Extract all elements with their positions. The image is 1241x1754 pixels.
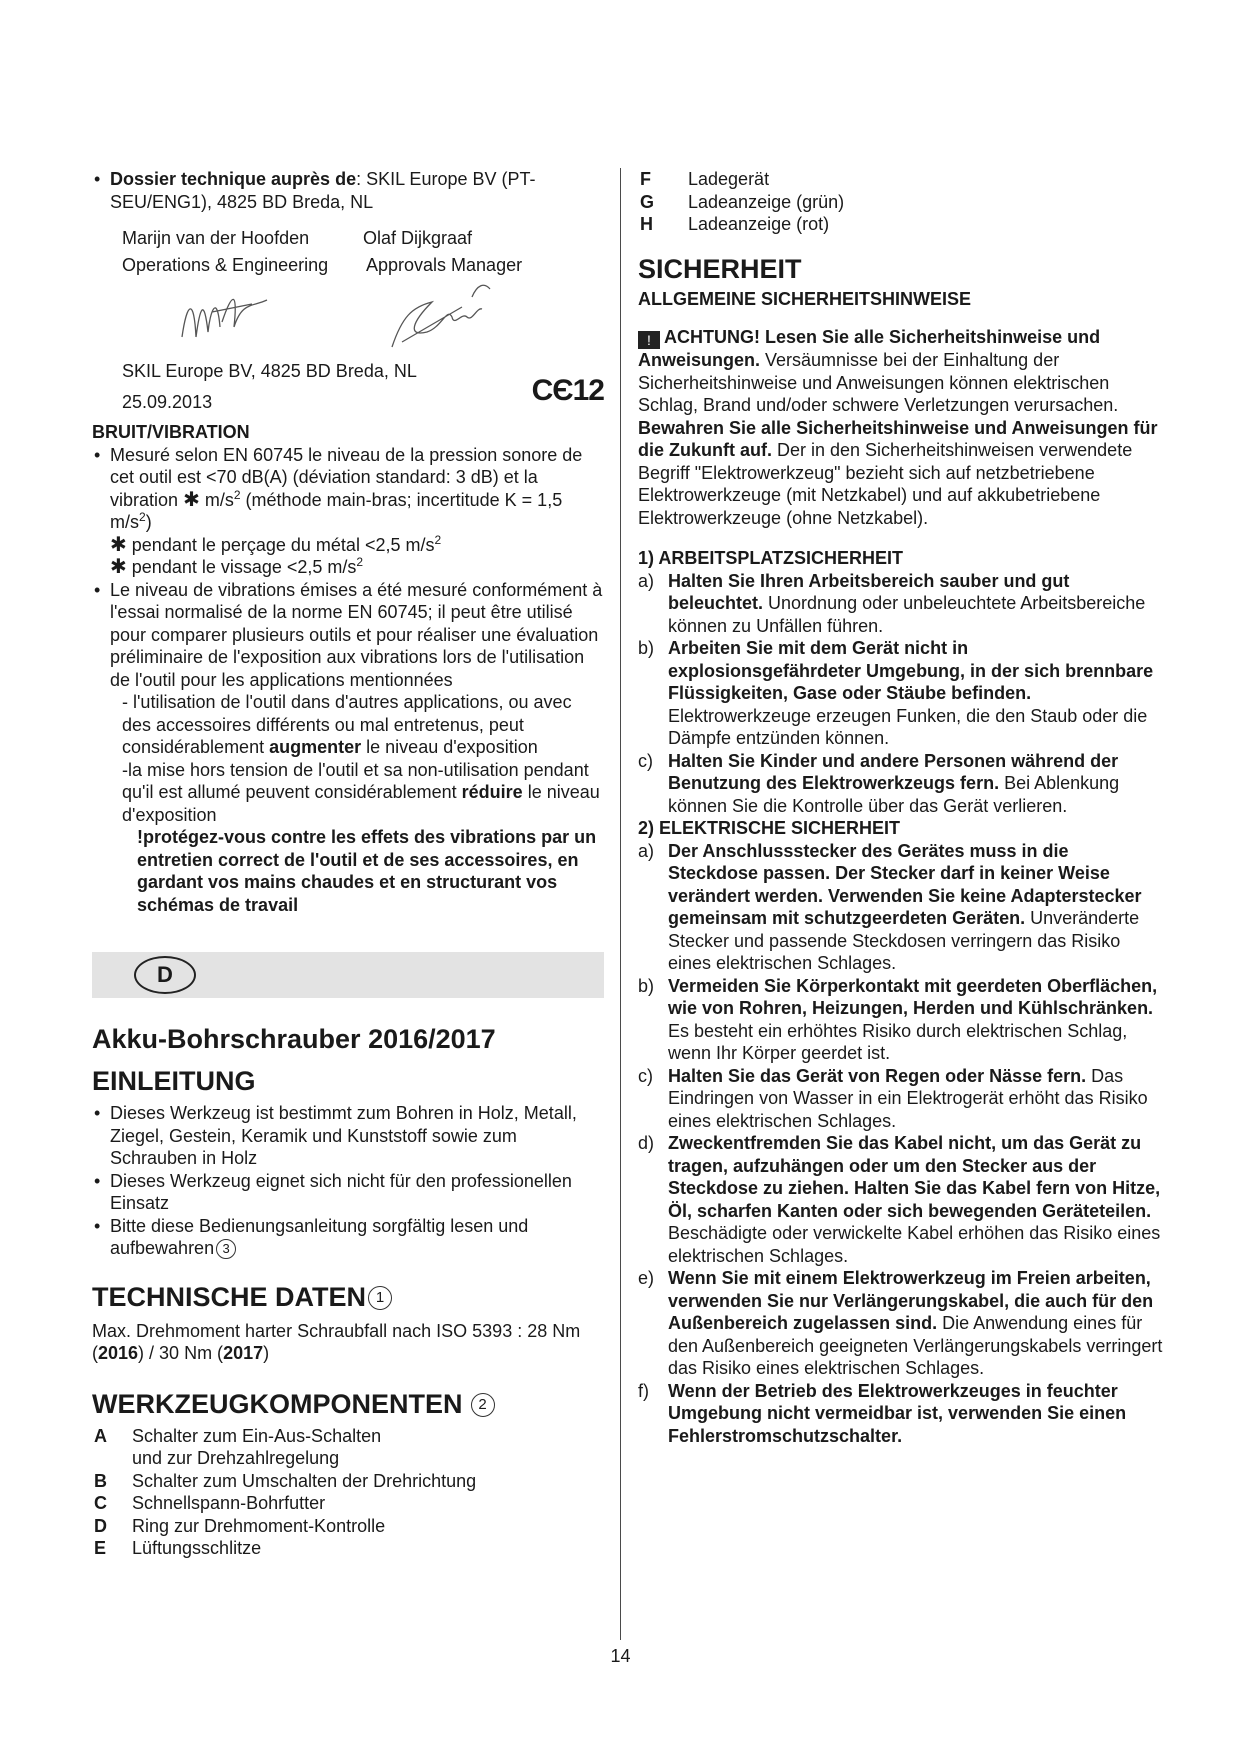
signatory-2-role: Approvals Manager xyxy=(366,254,523,275)
product-title: Akku-Bohrschrauber 2016/2017 xyxy=(92,1024,496,1054)
arbeitsplatz-heading: 1) ARBEITSPLATZSICHERHEIT xyxy=(638,548,904,568)
item-letter: a) xyxy=(638,840,655,861)
signature-2-image xyxy=(372,277,512,357)
component-row xyxy=(638,191,1163,214)
arbeitsplatz-item-b xyxy=(638,637,1163,750)
component-label: Ladeanzeige (rot) xyxy=(688,214,830,234)
signature-1-image xyxy=(172,282,282,352)
dash-1-bold: augmenter xyxy=(269,737,362,757)
elektrische-item-d xyxy=(638,1132,1163,1267)
tech-text-a: Max. Drehmoment harter Schraubfall nach ISO 5393 : 28 Nm ( xyxy=(92,1320,581,1363)
dash-2-tail: le niveau d'exposition xyxy=(122,782,600,825)
elektrische-item-e xyxy=(638,1267,1163,1380)
bruit-bullet-1-text: Mesuré selon EN 60745 le niveau de la pression sonore de cet outil est <70 dB(A) (déviation standard: 3 dB) et la vibration xyxy=(110,444,583,510)
component-key xyxy=(92,1447,132,1470)
component-key: H xyxy=(640,214,653,234)
tech-text xyxy=(92,1320,604,1365)
component-label: Schalter zum Ein-Aus-Schalten xyxy=(132,1425,382,1446)
bruit-bullet-1-close: ) xyxy=(145,512,152,532)
figure-ref-1: 1 xyxy=(368,1286,392,1310)
bruit-sub-1-text: pendant le perçage du métal <2,5 m/s xyxy=(131,534,435,555)
component-row xyxy=(638,213,1163,236)
component-key: E xyxy=(94,1538,107,1558)
item-letter: c) xyxy=(638,750,653,771)
component-label: Ring zur Drehmoment-Kontrolle xyxy=(132,1515,386,1536)
bruit-sub-1 xyxy=(92,534,604,557)
tech-model-1: 2016 xyxy=(98,1343,139,1363)
component-label: Schnellspann-Bohrfutter xyxy=(132,1493,326,1513)
item-text: Die Anwendung eines für den Außenbereich geeigneten Verlängerungskabels verringert das Risiko eines elektrischen Schlages. xyxy=(668,1313,1163,1378)
component-key: D xyxy=(94,1515,107,1536)
bruit-bullet-2: • Le niveau de vibrations émises a été mesuré conformément à l'essai normalisé de la norme EN 60745; il peut être utilisé pour comparer plusieurs outils et pour réaliser une évaluation préliminaire de l'exposition aux vibrations lors de l'utilisation de l'outil pour les applications mentionnées xyxy=(92,579,604,692)
item-bold: Zweckentfremden Sie das Kabel nicht, um das Gerät zu tragen, aufzuhängen oder um den Stecker aus der Steckdose zu ziehen. Halten Sie das Kabel fern von Hitze, Öl, scharfen Kanten oder sich bewegenden Geräteteilen. xyxy=(668,1133,1161,1221)
component-row xyxy=(92,1515,604,1538)
warning-bold-2: Bewahren Sie alle Sicherheitshinweise und Anweisungen für die Zukunft auf. xyxy=(638,417,1158,460)
signatory-1-name: Marijn van der Hoofden xyxy=(122,228,310,248)
asterisk-icon: ✱ xyxy=(110,533,127,556)
warning-text-2: Der in den Sicherheitshinweisen verwendete Begriff "Elektrowerkzeug" bezieht sich auf netzbetriebene Elektrowerkzeuge (mit Netzkabel) und auf akkubetriebene Elektrowerkzeuge (ohne Netzkabel). xyxy=(638,440,1133,528)
elektrische-heading: 2) ELEKTRISCHE SICHERHEIT xyxy=(638,818,901,838)
einleitung-bullet-3-text: Bitte diese Bedienungsanleitung sorgfältig lesen und aufbewahren xyxy=(110,1215,529,1258)
item-letter: f) xyxy=(638,1380,649,1401)
warning-paragraph xyxy=(638,326,1163,529)
signatory-1-role: Operations & Engineering xyxy=(122,254,329,275)
elektrische-item-b xyxy=(638,975,1163,1065)
item-bold: Vermeiden Sie Körperkontakt mit geerdeten Oberflächen, wie von Rohren, Heizungen, Herden und Kühlschränken. xyxy=(668,975,1158,1018)
language-bar xyxy=(92,952,604,998)
item-text: Das Eindringen von Wasser in ein Elektrogerät erhöht das Risiko eines elektrischen Schlages. xyxy=(668,1065,1148,1131)
tech-text-b: ) / 30 Nm ( xyxy=(138,1343,224,1363)
warning-icon: ! xyxy=(638,331,660,349)
dossier-text: : SKIL Europe BV (PT-SEU/ENG1), 4825 BD Breda, NL xyxy=(110,169,536,212)
asterisk-icon: ✱ xyxy=(183,488,200,511)
item-letter: b) xyxy=(638,638,655,658)
component-key: C xyxy=(94,1493,107,1513)
protect-note: !protégez-vous contre les effets des vibrations par un entretien correct de l'outil et de ses accessoires, en gardant vos mains chaudes et en structurant vos schémas de travail xyxy=(137,827,597,915)
dash-2-text: -la mise hors tension de l'outil et sa non-utilisation pendant qu'il est allumé peuvent considérablement xyxy=(122,759,589,802)
components-list-continued xyxy=(638,168,1163,236)
signatory-2-name: Olaf Dijkgraaf xyxy=(363,228,473,248)
dash-1-text: - l'utilisation de l'outil dans d'autres applications, ou avec des accessoires différents ou mal entretenus, peut considérablement xyxy=(122,692,572,757)
arbeitsplatz-item-a xyxy=(638,570,1163,638)
tech-heading-text: TECHNISCHE DATEN xyxy=(92,1281,367,1312)
item-bold: Halten Sie das Gerät von Regen oder Nässe fern. xyxy=(668,1065,1087,1086)
item-bold: Halten Sie Kinder und andere Personen während der Benutzung des Elektrowerkzeugs fern. xyxy=(668,750,1119,793)
dash-1-tail: le niveau d'exposition xyxy=(366,737,538,757)
component-key: F xyxy=(640,169,651,189)
elektrische-item-c xyxy=(638,1065,1163,1133)
item-bold: Wenn der Betrieb des Elektrowerkzeuges in feuchter Umgebung nicht vermeidbar ist, verwenden Sie einen Fehlerstromschutzschalter. xyxy=(668,1380,1127,1446)
component-row xyxy=(92,1447,604,1470)
component-key: B xyxy=(94,1470,107,1491)
figure-ref-2: 2 xyxy=(471,1393,495,1417)
ce-mark: CЄ12 xyxy=(531,374,604,407)
bruit-sub-2-text: pendant le vissage <2,5 m/s xyxy=(131,557,357,577)
dossier-bullet xyxy=(92,168,604,213)
dossier-label: Dossier technique auprès de xyxy=(110,169,357,189)
component-label: und zur Drehzahlregelung xyxy=(132,1448,340,1468)
dash-2-bold: réduire xyxy=(461,782,523,802)
components-list xyxy=(92,1425,604,1560)
bruit-vibration-heading: BRUIT/VIBRATION xyxy=(92,422,250,442)
item-text: Es besteht ein erhöhtes Risiko durch elektrischen Schlag, wenn Ihr Körper geerdet ist. xyxy=(668,1020,1128,1063)
component-key: A xyxy=(94,1425,107,1446)
page-number: 14 xyxy=(610,1646,631,1666)
superscript: 2 xyxy=(139,510,146,524)
right-column xyxy=(638,168,1163,1447)
company-block xyxy=(92,360,604,413)
item-text: Unordnung oder unbeleuchtete Arbeitsbereiche können zu Unfällen führen. xyxy=(668,593,1146,636)
component-row xyxy=(638,168,1163,191)
item-bold: Halten Sie Ihren Arbeitsbereich sauber und gut beleuchtet. xyxy=(668,570,1070,613)
item-letter: c) xyxy=(638,1065,653,1086)
component-row xyxy=(92,1537,604,1560)
item-letter: b) xyxy=(638,975,655,996)
warning-bold-1: ACHTUNG! Lesen Sie alle Sicherheitshinweise und Anweisungen. xyxy=(638,327,1101,370)
tech-text-c: ) xyxy=(263,1343,270,1363)
sicherheit-heading: SICHERHEIT xyxy=(638,253,802,284)
figure-ref-3: 3 xyxy=(216,1239,236,1259)
left-column xyxy=(92,168,604,1560)
item-bold: Arbeiten Sie mit dem Gerät nicht in explosionsgefährdeter Umgebung, in der sich brennbare Flüssigkeiten, Gase oder Stäube befinden. xyxy=(668,638,1154,703)
item-text: Unveränderte Stecker und passende Steckdosen verringern das Risiko eines elektrischen Schlages. xyxy=(668,908,1140,973)
signatory-1 xyxy=(122,227,363,276)
bruit-unit: m/s xyxy=(204,489,234,510)
signatory-2 xyxy=(363,227,604,276)
bruit-sub-2 xyxy=(92,556,604,579)
signatory-names xyxy=(92,227,604,276)
superscript: 2 xyxy=(434,532,442,547)
arbeitsplatz-item-c xyxy=(638,750,1163,818)
tech-model-2: 2017 xyxy=(223,1343,264,1363)
einleitung-bullet-1: • Dieses Werkzeug ist bestimmt zum Bohren in Holz, Metall, Ziegel, Gestein, Keramik und Kunststoff sowie zum Schrauben in Holz xyxy=(92,1102,604,1170)
component-row xyxy=(92,1425,604,1448)
components-heading xyxy=(92,1387,604,1421)
allgemeine-heading: ALLGEMEINE SICHERHEITSHINWEISE xyxy=(638,288,972,309)
bruit-bullet-1-tail: (méthode main-bras; incertitude K = 1,5 m/s xyxy=(110,489,563,532)
column-divider xyxy=(620,168,621,1640)
bruit-dash-2 xyxy=(92,759,604,827)
component-label: Ladeanzeige (grün) xyxy=(688,191,845,212)
components-heading-text: WERKZEUGKOMPONENTEN xyxy=(92,1388,463,1419)
item-text: Elektrowerkzeuge erzeugen Funken, die den Staub oder die Dämpfe entzünden können. xyxy=(668,705,1148,748)
item-bold: Der Anschlussstecker des Gerätes muss in die Steckdose passen. Der Stecker darf in keiner Weise verändert werden. Verwenden Sie keine Adapterstecker gemeinsam mit schutzgeerdeten Geräten. xyxy=(668,840,1142,928)
component-label: Lüftungsschlitze xyxy=(132,1538,262,1558)
item-bold: Wenn Sie mit einem Elektrowerkzeug im Freien arbeiten, verwenden Sie nur Verlängerungskabel, die auch für den Außenbereich zugelassen sind. xyxy=(668,1268,1154,1333)
asterisk-icon: ✱ xyxy=(110,556,127,578)
item-letter: a) xyxy=(638,570,655,591)
signatures xyxy=(92,276,604,358)
superscript: 2 xyxy=(233,487,241,502)
elektrische-item-a xyxy=(638,840,1163,975)
item-text: Bei Ablenkung können Sie die Kontrolle über das Gerät verlieren. xyxy=(668,773,1120,816)
component-label: Schalter zum Umschalten der Drehrichtung xyxy=(132,1470,477,1491)
item-letter: d) xyxy=(638,1133,655,1153)
item-text: Beschädigte oder verwickelte Kabel erhöhen das Risiko eines elektrischen Schlages. xyxy=(668,1223,1161,1266)
elektrische-item-f xyxy=(638,1380,1163,1448)
bruit-bullet-1 xyxy=(92,444,604,534)
einleitung-bullet-3 xyxy=(92,1215,604,1260)
warning-text-1: Versäumnisse bei der Einhaltung der Sicherheitshinweise und Anweisungen können elektrischen Schlag, Brand und/oder schwere Verletzungen verursachen. xyxy=(638,350,1119,415)
superscript: 2 xyxy=(356,555,364,569)
einleitung-bullet-2: • Dieses Werkzeug eignet sich nicht für den professionellen Einsatz xyxy=(92,1170,604,1215)
einleitung-heading: EINLEITUNG xyxy=(92,1066,256,1096)
declaration-date: 25.09.2013 xyxy=(122,391,213,412)
component-row xyxy=(92,1492,604,1515)
tech-heading xyxy=(92,1280,604,1314)
company-line: SKIL Europe BV, 4825 BD Breda, NL xyxy=(122,361,417,381)
component-key: G xyxy=(640,191,655,212)
item-letter: e) xyxy=(638,1268,655,1288)
component-row xyxy=(92,1470,604,1493)
component-label: Ladegerät xyxy=(688,169,770,189)
bruit-dash-1 xyxy=(92,691,604,759)
language-badge: D xyxy=(134,956,196,994)
